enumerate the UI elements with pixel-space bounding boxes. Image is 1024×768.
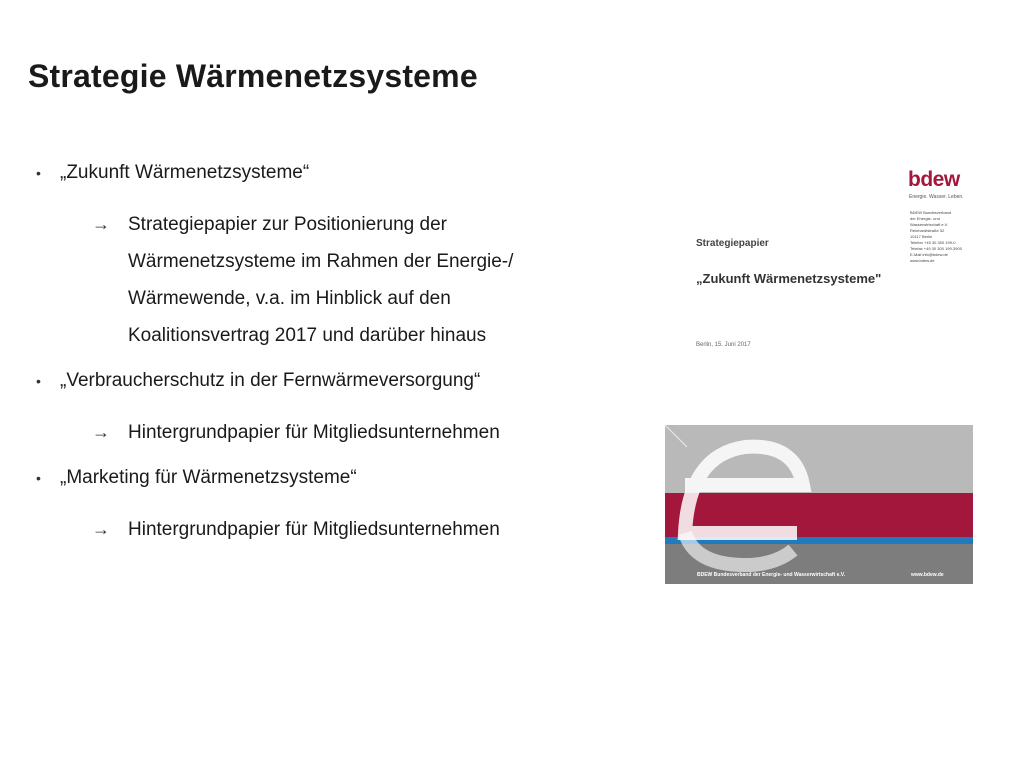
- address-line: der Energie- und: [910, 216, 940, 221]
- address-line: Telefon +49 30 300 199-0: [910, 240, 956, 245]
- sub-item-line: Koalitionsvertrag 2017 und darüber hinaus: [128, 325, 487, 346]
- sub-item-line: Wärmenetzsysteme im Rahmen der Energie-/: [128, 251, 514, 272]
- bullet-icon: •: [36, 470, 41, 486]
- sub-item-line: Wärmewende, v.a. im Hinblick auf den: [128, 288, 451, 309]
- address-line: Wasserwirtschaft e.V.: [910, 222, 949, 227]
- background-paper-cover: [665, 425, 973, 584]
- e-logo-graphic: [665, 425, 973, 584]
- arrow-right-icon: →: [92, 519, 110, 539]
- strategy-paper-thumbnail: [690, 158, 980, 358]
- logo-tagline: Energie. Wasser. Leben.: [909, 194, 964, 200]
- arrow-right-icon: →: [92, 422, 110, 442]
- sub-item-line: Strategiepapier zur Positionierung der: [128, 214, 447, 235]
- bullet-text: „Zukunft Wärmenetzsysteme“: [60, 162, 310, 183]
- list-item: [36, 465, 616, 491]
- sub-item: [36, 206, 616, 354]
- sub-item-line: Hintergrundpapier für Mitgliedsunternehmen: [128, 422, 500, 443]
- doc-type-label: Strategiepapier: [696, 238, 769, 249]
- doc-title: „Zukunft Wärmenetzsysteme": [696, 271, 882, 286]
- bullet-icon: •: [36, 165, 41, 181]
- doc-date: Berlin, 15. Juni 2017: [696, 342, 751, 348]
- address-line: Reinhardtstraße 32: [910, 228, 945, 233]
- list-item: [36, 160, 616, 186]
- arrow-right-icon: →: [92, 214, 110, 234]
- bullet-text: „Marketing für Wärmenetzsysteme“: [60, 467, 357, 488]
- address-block: [910, 210, 978, 264]
- list-item: [36, 368, 616, 394]
- address-line: BDEW Bundesverband: [910, 210, 952, 215]
- sub-item: [36, 414, 616, 451]
- bullet-list: [36, 160, 616, 562]
- sub-item: [36, 511, 616, 548]
- sub-item-line: Hintergrundpapier für Mitgliedsunternehmen: [128, 519, 500, 540]
- address-line: E-Mail info@bdew.de: [910, 252, 948, 257]
- address-line: Telefax +49 30 300 199-3900: [910, 246, 962, 251]
- address-line: www.bdew.de: [910, 258, 935, 263]
- cover-footer-url: www.bdew.de: [911, 572, 944, 578]
- bullet-text: „Verbraucherschutz in der Fernwärmeversorgung“: [60, 370, 481, 391]
- slide-title: Strategie Wärmenetzsysteme: [28, 58, 478, 94]
- bdew-logo: bdew: [908, 168, 960, 191]
- address-line: 10117 Berlin: [910, 234, 933, 239]
- cover-footer-org: BDEW Bundesverband der Energie- und Wasserwirtschaft e.V.: [697, 572, 845, 578]
- bullet-icon: •: [36, 373, 41, 389]
